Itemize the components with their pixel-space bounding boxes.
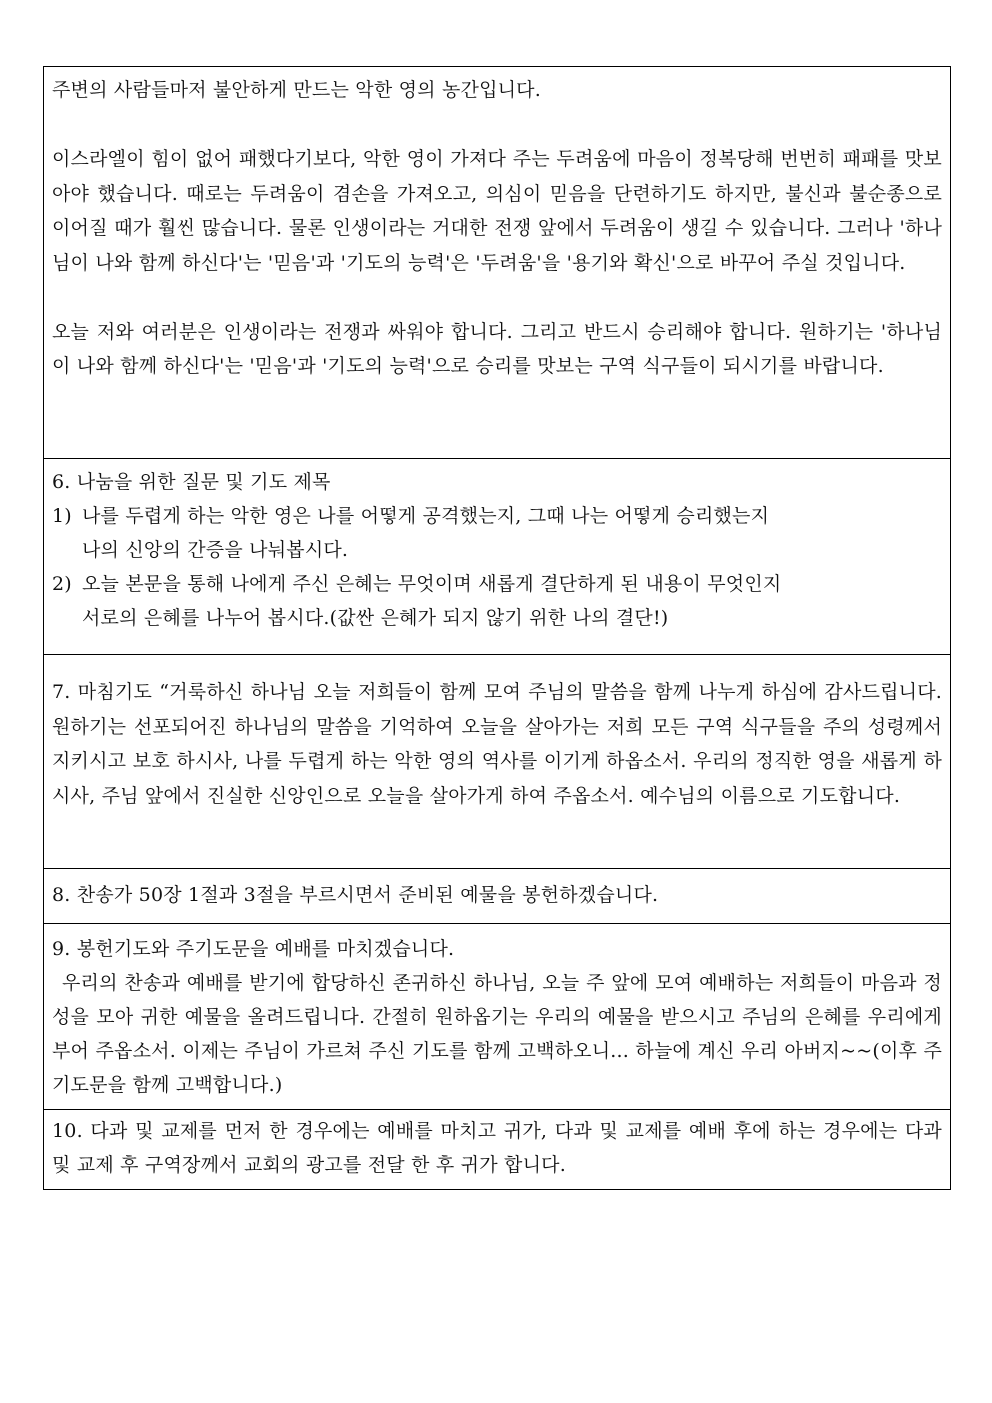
section-6-heading: 6. 나눔을 위한 질문 및 기도 제목 — [52, 471, 331, 493]
section-7-cell — [44, 654, 950, 868]
item-number: 1) — [52, 505, 72, 527]
item-number: 2) — [52, 573, 72, 595]
hymn-instruction: 8. 찬송가 50장 1절과 3절을 부르시면서 준비된 예물을 봉헌하겠습니다. — [52, 884, 659, 906]
paragraph-1: 주변의 사람들마저 불안하게 만드는 악한 영의 농간입니다. — [52, 79, 541, 101]
content-table — [43, 66, 951, 1190]
section-10-cell — [44, 1109, 950, 1189]
section-8-cell — [44, 868, 950, 923]
section-6-cell — [44, 458, 950, 654]
list-item — [52, 567, 942, 635]
closing-prayer: 7. 마침기도 “거룩하신 하나님 오늘 저희들이 함께 모여 주님의 말씀을 함께 나누게 하심에 감사드립니다. 원하기는 선포되어진 하나님의 말씀을 기억하여 오늘을 살아가는 저희 모든 구역 식구들을 주의 성령께서 지키시고 보호 하시사, 나를 두렵게 하는 악한 영의 역사를 이기게 하옵소서. 우리의 정직한 영을 새롭게 하시사, 주님 앞에서 진실한 신앙인으로 오늘을 살아가게 하여 주옵소서. 예수님의 이름으로 기도합니다. — [52, 681, 942, 807]
section-9-cell — [44, 923, 950, 1109]
paragraph-2: 이스라엘이 힘이 없어 패했다기보다, 악한 영이 가져다 주는 두려움에 마음이 정복당해 번번히 패패를 맛보아야 했습니다. 때로는 두려움이 겸손을 가져오고, 의심이 믿음을 단련하기도 하지만, 불신과 불순종으로 이어질 때가 훨씬 많습니다. 물론 인생이라는 거대한 전쟁 앞에서 두려움이 생길 수 있습니다. 그러나 '하나님이 나와 함께 하신다'는 '믿음'과 '기도의 능력'은 '두려움'을 '용기와 확신'으로 바꾸어 주실 것입니다. — [52, 148, 942, 274]
paragraph-3: 오늘 저와 여러분은 인생이라는 전쟁과 싸워야 합니다. 그리고 반드시 승리해야 합니다. 원하기는 '하나님이 나와 함께 하신다'는 '믿음'과 '기도의 능력'으로 승리를 맛보는 구역 식구들이 되시기를 바랍니다. — [52, 320, 942, 377]
item-line-1: 나를 두렵게 하는 악한 영은 나를 어떻게 공격했는지, 그때 나는 어떻게 승리했는지 — [82, 505, 770, 527]
list-item — [52, 499, 942, 567]
item-line-2: 서로의 은혜를 나누어 봅시다.(값싼 은혜가 되지 않기 위한 나의 결단!) — [82, 607, 669, 629]
item-line-1: 오늘 본문을 통해 나에게 주신 은혜는 무엇이며 새롭게 결단하게 된 내용이 무엇인지 — [82, 573, 782, 595]
sermon-conclusion-cell — [44, 67, 950, 458]
section-9-heading: 9. 봉헌기도와 주기도문을 예배를 마치겠습니다. — [52, 938, 455, 960]
closing-instruction: 10. 다과 및 교제를 먼저 한 경우에는 예배를 마치고 귀가, 다과 및 교제를 예배 후에 하는 경우에는 다과 및 교제 후 구역장께서 교회의 광고를 전달 한 후 귀가 합니다. — [52, 1120, 942, 1176]
item-line-2: 나의 신앙의 간증을 나눠봅시다. — [82, 539, 349, 561]
offering-prayer: 우리의 찬송과 예배를 받기에 합당하신 존귀하신 하나님, 오늘 주 앞에 모여 예배하는 저희들이 마음과 정성을 모아 귀한 예물을 올려드립니다. 간절히 원하옵기는 우리의 예물을 받으시고 주님의 은혜를 우리에게 부어 주옵소서. 이제는 주님이 가르쳐 주신 기도를 함께 고백하오니... 하늘에 계신 우리 아버지~~(이후 주기도문을 함께 고백합니다.) — [52, 972, 942, 1096]
